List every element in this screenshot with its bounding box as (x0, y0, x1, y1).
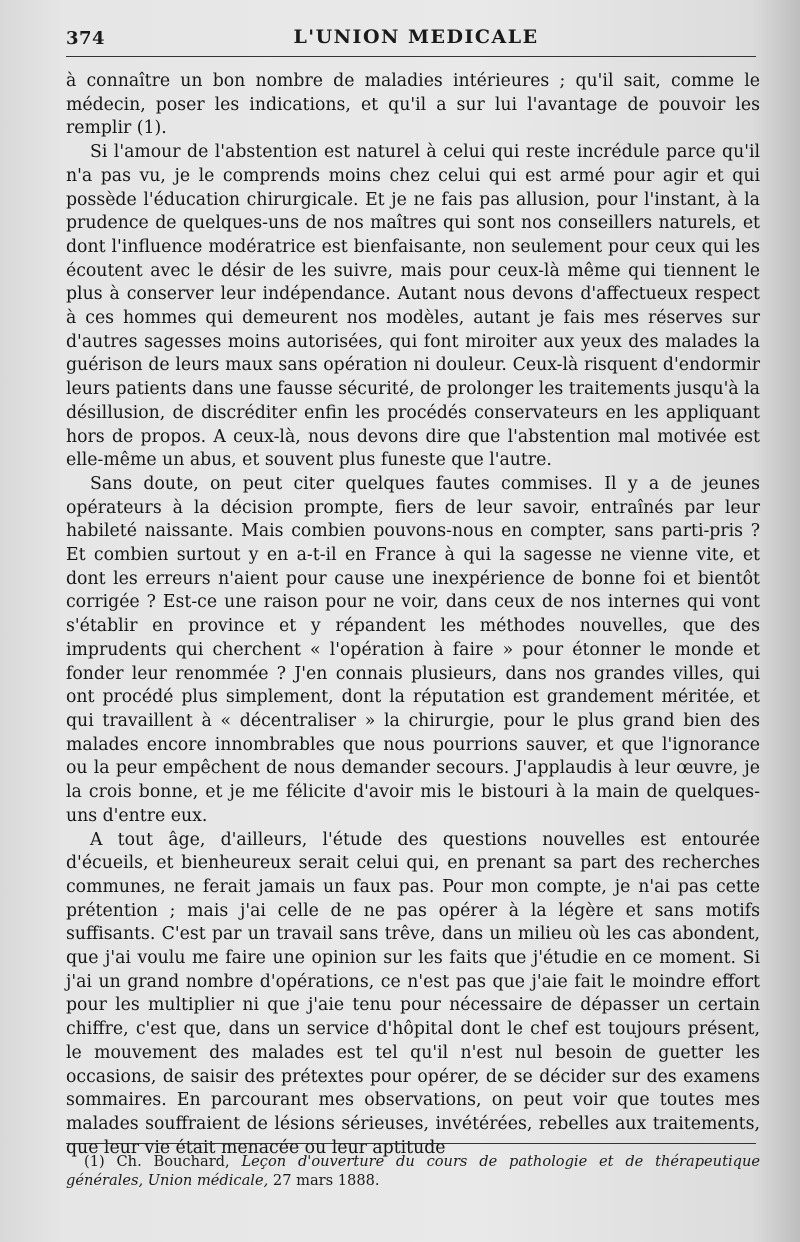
footnote-marker: (1) (84, 1153, 105, 1170)
footnote (66, 1152, 760, 1190)
paragraph: Si l'amour de l'abstention est naturel à celui qui reste incrédule parce qu'il n'a pas vu, je le comprends moins chez celui qui est armé pour agir et qui possède l'éducation chirurgicale. Et je ne fais pas allusion, pour l'instant, à la prudence de quelques-uns de nos maîtres qui sont nos conseillers naturels, et dont l'influence modératrice est bienfaisante, non seulement pour ceux qui les écoutent avec le désir de les suivre, mais pour ceux-là même qui tiennent le plus à conserver leur indépendance. Autant nous devons d'affectueux respect à ces hommes qui demeurent nos modèles, autant je fais mes réserves sur d'autres sagesses moins autorisées, qui font miroiter aux yeux des malades la guérison de leurs maux sans opération ni douleur. Ceux-là risquent d'endormir leurs patients dans une fausse sécurité, de prolonger les traitements jusqu'à la désillusion, de discréditer enfin les procédés conservateurs en les appliquant hors de propos. A ceux-là, nous devons dire que l'abstention mal motivée est elle-même un abus, et souvent plus funeste que l'autre. (66, 142, 760, 471)
paragraph: A tout âge, d'ailleurs, l'étude des questions nouvelles est entourée d'écueils, et bienheureux serait celui qui, en prenant sa part des recherches communes, ne ferait jamais un faux pas. Pour mon compte, je n'ai pas cette prétention ; mais j'ai celle de ne pas opérer à la légère et sans motifs suffisants. C'est par un travail sans trêve, dans un milieu où les cas abondent, que j'ai voulu me faire une opinion sur les faits que j'étudie en ce moment. Si j'ai un grand nombre d'opérations, ce n'est pas que j'aie fait le moindre effort pour les multiplier ni que j'aie tenu pour nécessaire de dépasser un certain chiffre, c'est que, dans un service d'hôpital dont le chef est toujours présent, le mouvement des malades est tel qu'il n'est nul besoin de guetter les occasions, de saisir des prétextes pour opérer, de se décider sur des examens sommaires. En parcourant mes observations, on peut voir que toutes mes malades souffraient de lésions sérieuses, invétérées, rebelles aux traitements, que leur vie était menacée ou leur aptitude (66, 829, 760, 1158)
header-rule (66, 56, 756, 57)
footnote-author: Ch. Bouchard, (116, 1153, 230, 1170)
footnote-rule (66, 1143, 756, 1144)
paragraph: à connaître un bon nombre de maladies intérieures ; qu'il sait, comme le médecin, poser les indications, et qu'il a sur lui l'avantage de pouvoir les remplir (1). (66, 71, 760, 139)
footnote-date: 27 mars 1888. (272, 1172, 380, 1189)
running-title: L'UNION MEDICALE (293, 26, 539, 48)
body-text (66, 70, 760, 1160)
footnote-work: Leçon d'ouverture du cours de pathologie et de thérapeutique générales, Union médicale, (66, 1153, 760, 1189)
paragraph: Sans doute, on peut citer quelques fautes commises. Il y a de jeunes opérateurs à la décision prompte, fiers de leur savoir, entraînés par leur habileté naissante. Mais combien pouvons-nous en compter, sans parti-pris ? Et combien surtout y en a-t-il en France à qui la sagesse ne vienne vite, et dont les erreurs n'aient pour cause une inexpérience de bonne foi et bientôt corrigée ? Est-ce une raison pour ne voir, dans ceux de nos internes qui vont s'établir en province et y répandent les méthodes nouvelles, que des imprudents qui cherchent « l'opération à faire » pour étonner le monde et fonder leur renommée ? J'en connais plusieurs, dans nos grandes villes, qui ont procédé plus simplement, dont la réputation est grandement méritée, et qui travaillent à « décentraliser » la chirurgie, pour le plus grand bien des malades encore innombrables que nous pourrions sauver, et que l'ignorance ou la peur empêchent de nous demander secours. J'applaudis à leur œuvre, je la crois bonne, et je me félicite d'avoir mis le bistouri à la main de quelques-uns d'entre eux. (66, 473, 760, 826)
page-number: 374 (66, 28, 106, 49)
